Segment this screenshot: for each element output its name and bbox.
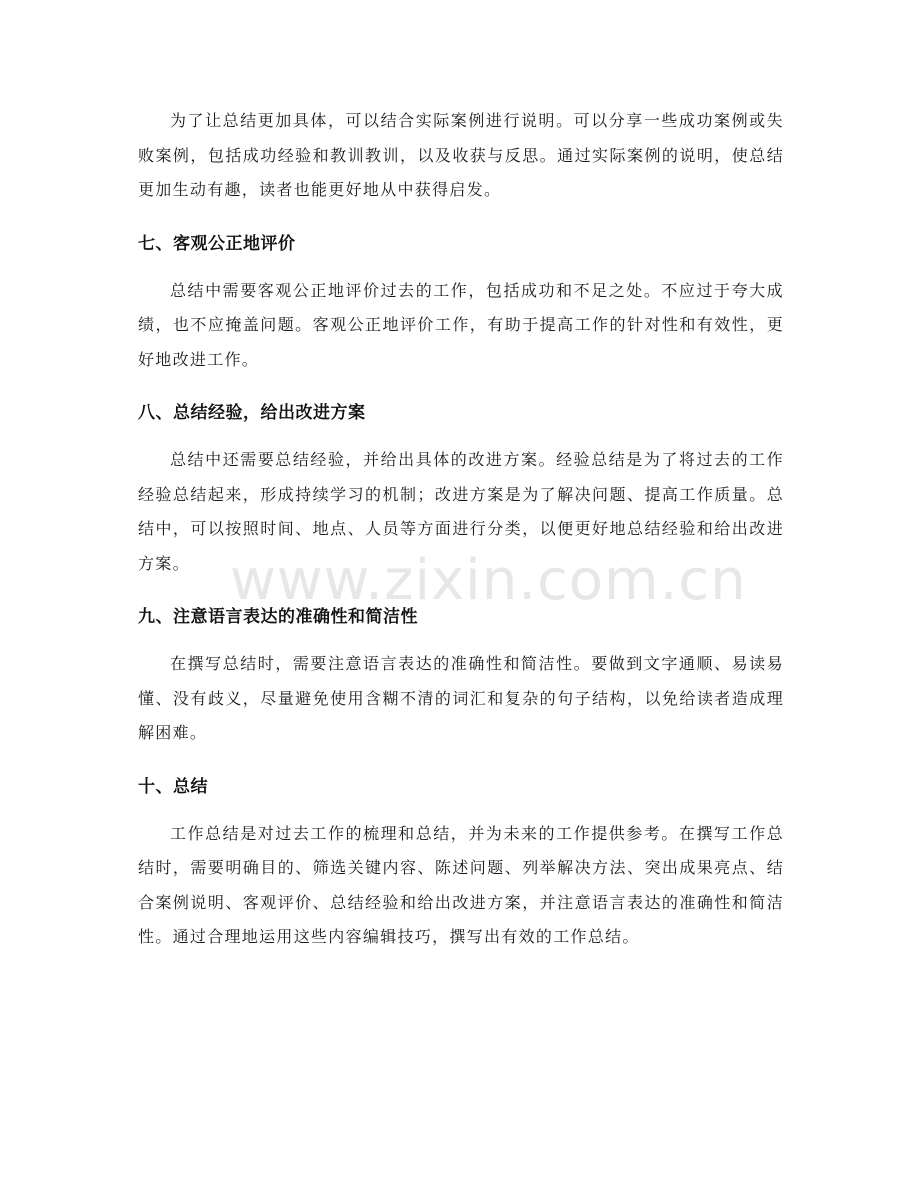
spacer: [138, 377, 784, 401]
section-9-body: 在撰写总结时，需要注意语言表达的准确性和简洁性。要做到文字通顺、易读易懂、没有歧义，尽量避免使用含糊不清的词汇和复杂的句子结构，以免给读者造成理解困难。: [138, 654, 784, 742]
spacer: [138, 629, 784, 647]
section-7-body: 总结中需要客观公正地评价过去的工作，包括成功和不足之处。不应过于夸大成绩，也不应掩盖问题。客观公正地评价工作，有助于提高工作的针对性和有效性，更好地改进工作。: [138, 280, 784, 369]
section-10-heading: 十、总结: [138, 776, 208, 797]
section-8-body: 总结中还需要总结经验，并给出具体的改进方案。经验总结是为了将过去的工作经验总结起来，形成持续学习的机制；改进方案是为了解决问题、提高工作质量。总结中，可以按照时间、地点、人员等方面进行分类，以便更好地总结经验和给出改进方案。: [138, 450, 784, 573]
section-8-heading: 八、总结经验，给出改进方案: [138, 403, 366, 423]
spacer: [138, 581, 784, 605]
section-6-body: 为了让总结更加具体，可以结合实际案例进行说明。可以分享一些成功案例或失败案例，包括成功经验和教训教训，以及收获与反思。通过实际案例的说明，使总结更加生动有趣，读者也能更好地从中获得启发。: [138, 111, 784, 199]
document-page: [138, 104, 784, 955]
spacer: [138, 799, 784, 817]
section-10-body: 工作总结是对过去工作的梳理和总结，并为未来的工作提供参考。在撰写工作总结时，需要明确目的、筛选关键内容、陈述问题、列举解决方法、突出成果亮点、结合案例说明、客观评价、总结经验和给出改进方案，并注意语言表达的准确性和简洁性。通过合理地运用这些内容编辑技巧，撰写出有效的工作总结。: [138, 823, 784, 946]
section-7-heading: 七、客观公正地评价: [138, 233, 296, 254]
spacer: [138, 425, 784, 443]
spacer: [138, 208, 784, 232]
watermark-text: www.zixin.com.cn: [230, 548, 747, 613]
spacer: [138, 256, 784, 274]
section-9-heading: 九、注意语言表达的准确性和简洁性: [138, 607, 418, 627]
spacer: [138, 751, 784, 775]
